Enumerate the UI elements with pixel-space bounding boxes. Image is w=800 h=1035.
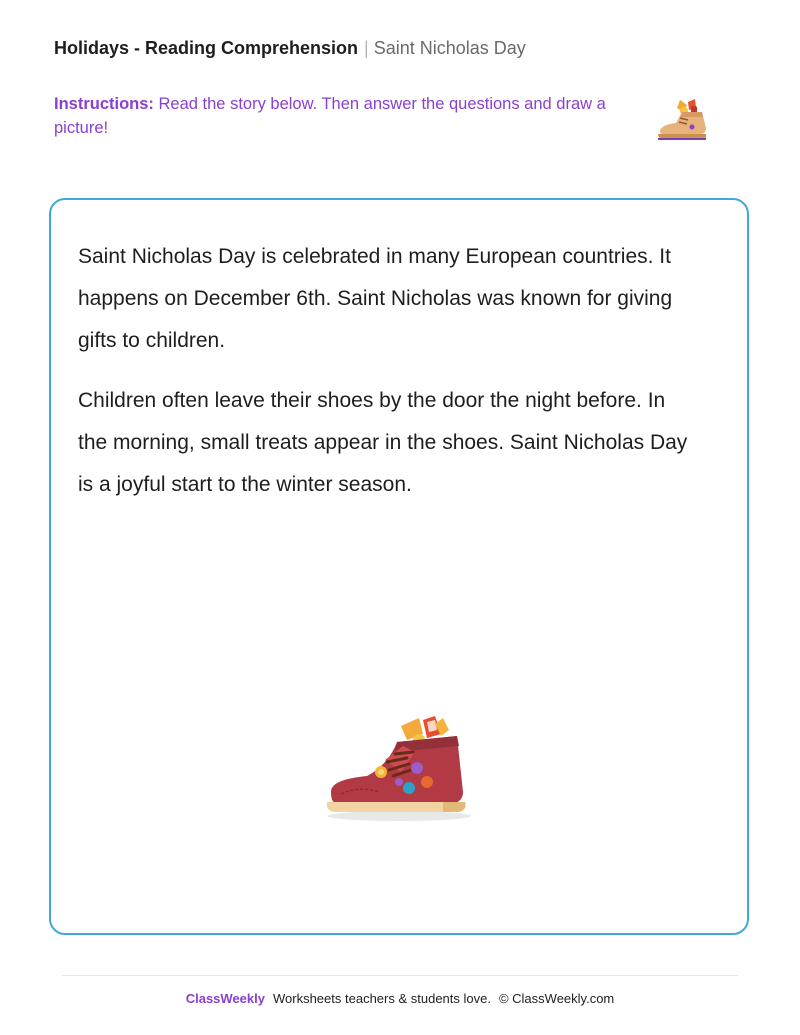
worksheet-title: Holidays - Reading Comprehension <box>54 38 359 58</box>
worksheet-subtitle: Saint Nicholas Day <box>373 38 526 58</box>
footer <box>0 990 800 1008</box>
instructions <box>54 92 614 140</box>
title-separator: | <box>364 38 369 58</box>
shoe-with-treats-icon <box>654 96 716 144</box>
footer-divider <box>62 975 738 976</box>
footer-copyright: © ClassWeekly.com <box>498 991 615 1006</box>
story-paragraph: Children often leave their shoes by the door the night before. In the morning, small treats appear in the shoes. Saint Nicholas Day is a joyful start to the winter season. <box>78 389 688 496</box>
story-box <box>49 198 749 935</box>
shoe-with-treats-illustration <box>323 712 475 824</box>
instructions-text: Read the story below. Then answer the questions and draw a picture! <box>54 95 606 137</box>
worksheet-header <box>54 36 526 60</box>
instructions-label: Instructions: <box>54 95 154 113</box>
footer-brand: ClassWeekly <box>185 991 265 1006</box>
story-paragraph: Saint Nicholas Day is celebrated in many European countries. It happens on December 6th. Saint Nicholas was known for giving gifts to children. <box>78 245 673 352</box>
story-text <box>78 236 698 524</box>
footer-tagline: Worksheets teachers & students love. <box>272 991 491 1006</box>
